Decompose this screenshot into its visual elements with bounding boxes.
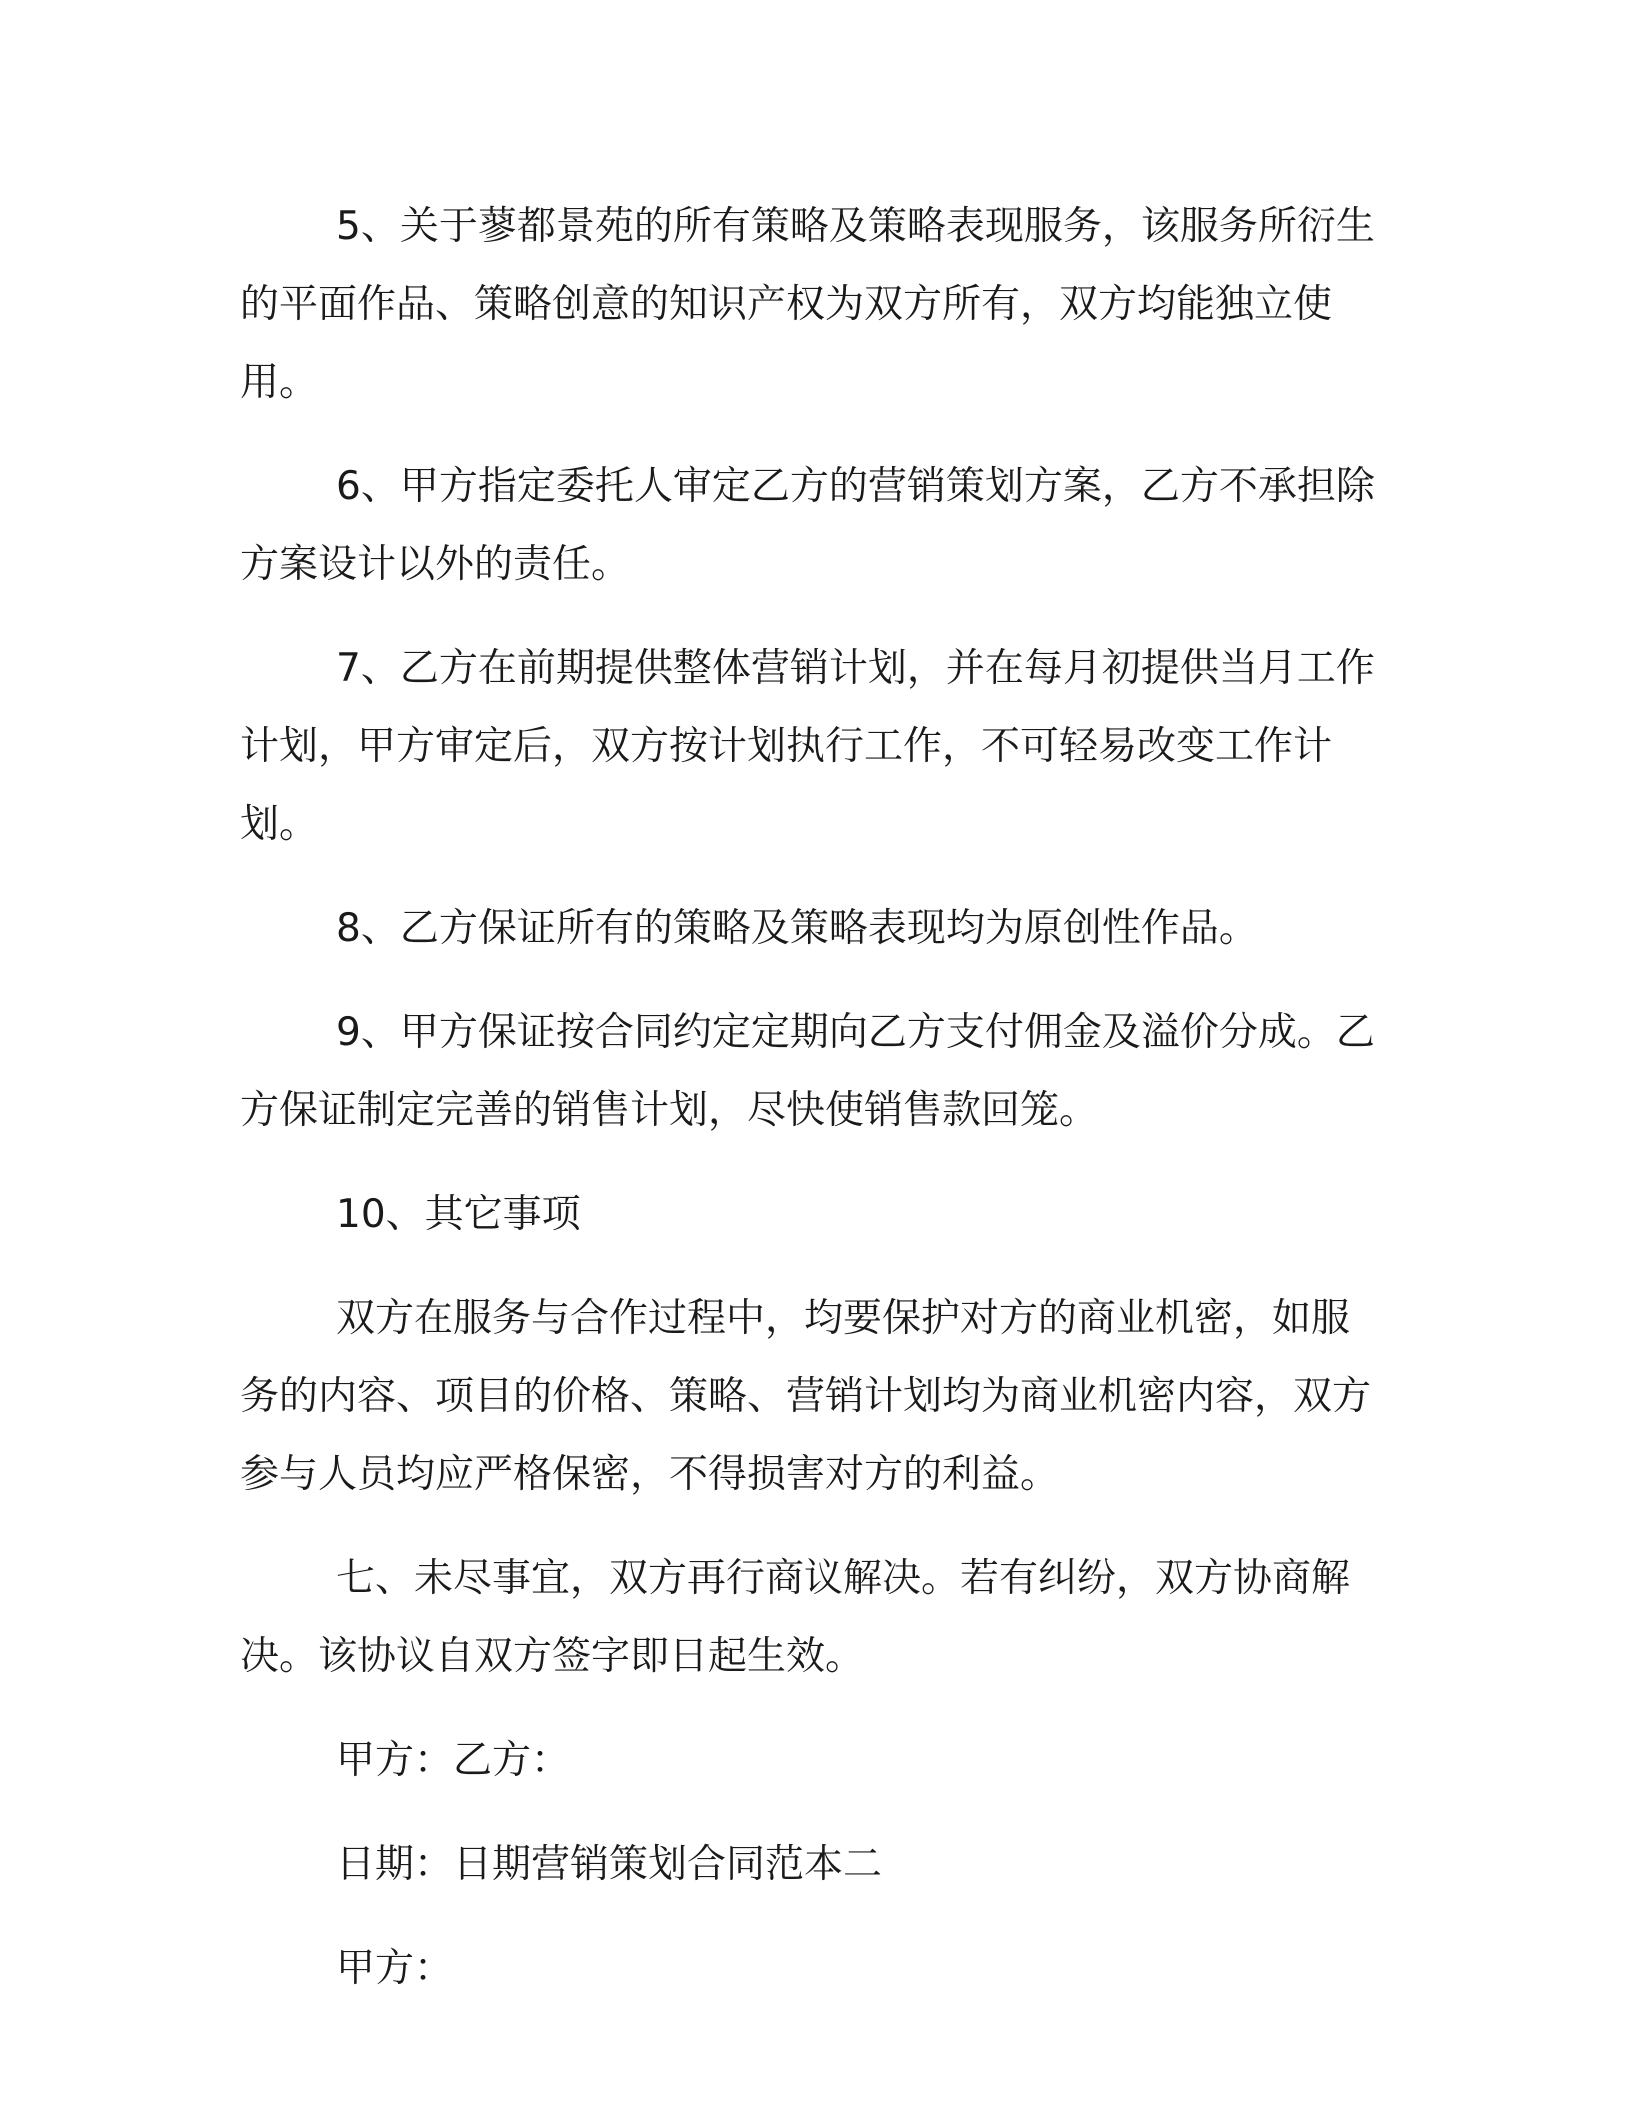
- confidentiality-paragraph: 双方在服务与合作过程中，均要保护对方的商业机密，如服务的内容、项目的价格、策略、营销计划均为商业机密内容，双方参与人员均应严格保密，不得损害对方的利益。: [240, 1296, 1372, 1497]
- clause-9-paragraph: 9、甲方保证按合同约定定期向乙方支付佣金及溢价分成。乙方保证制定完善的销售计划，尽快使销售款回笼。: [240, 1010, 1375, 1133]
- clause-8-paragraph: 8、乙方保证所有的策略及策略表现均为原创性作品。: [336, 906, 1258, 951]
- clause-6-paragraph: 6、甲方指定委托人审定乙方的营销策划方案，乙方不承担除方案设计以外的责任。: [240, 464, 1375, 587]
- date-line: 日期：日期营销策划合同范本二: [336, 1842, 883, 1887]
- document-body: [240, 188, 1380, 2034]
- party-signature-line: 甲方：乙方：: [336, 1738, 571, 1783]
- clause-7-paragraph: 7、乙方在前期提供整体营销计划，并在每月初提供当月工作计划，甲方审定后，双方按计划执行工作，不可轻易改变工作计划。: [240, 646, 1375, 847]
- clause-5-paragraph: 5、关于蓼都景苑的所有策略及策略表现服务，该服务所衍生的平面作品、策略创意的知识产权为双方所有，双方均能独立使用。: [240, 204, 1375, 405]
- party-a-line: 甲方：: [336, 1946, 454, 1991]
- article-7-paragraph: 七、未尽事宜，双方再行商议解决。若有纠纷，双方协商解决。该协议自双方签字即日起生效。: [240, 1556, 1351, 1679]
- clause-10-heading: 10、其它事项: [336, 1192, 581, 1237]
